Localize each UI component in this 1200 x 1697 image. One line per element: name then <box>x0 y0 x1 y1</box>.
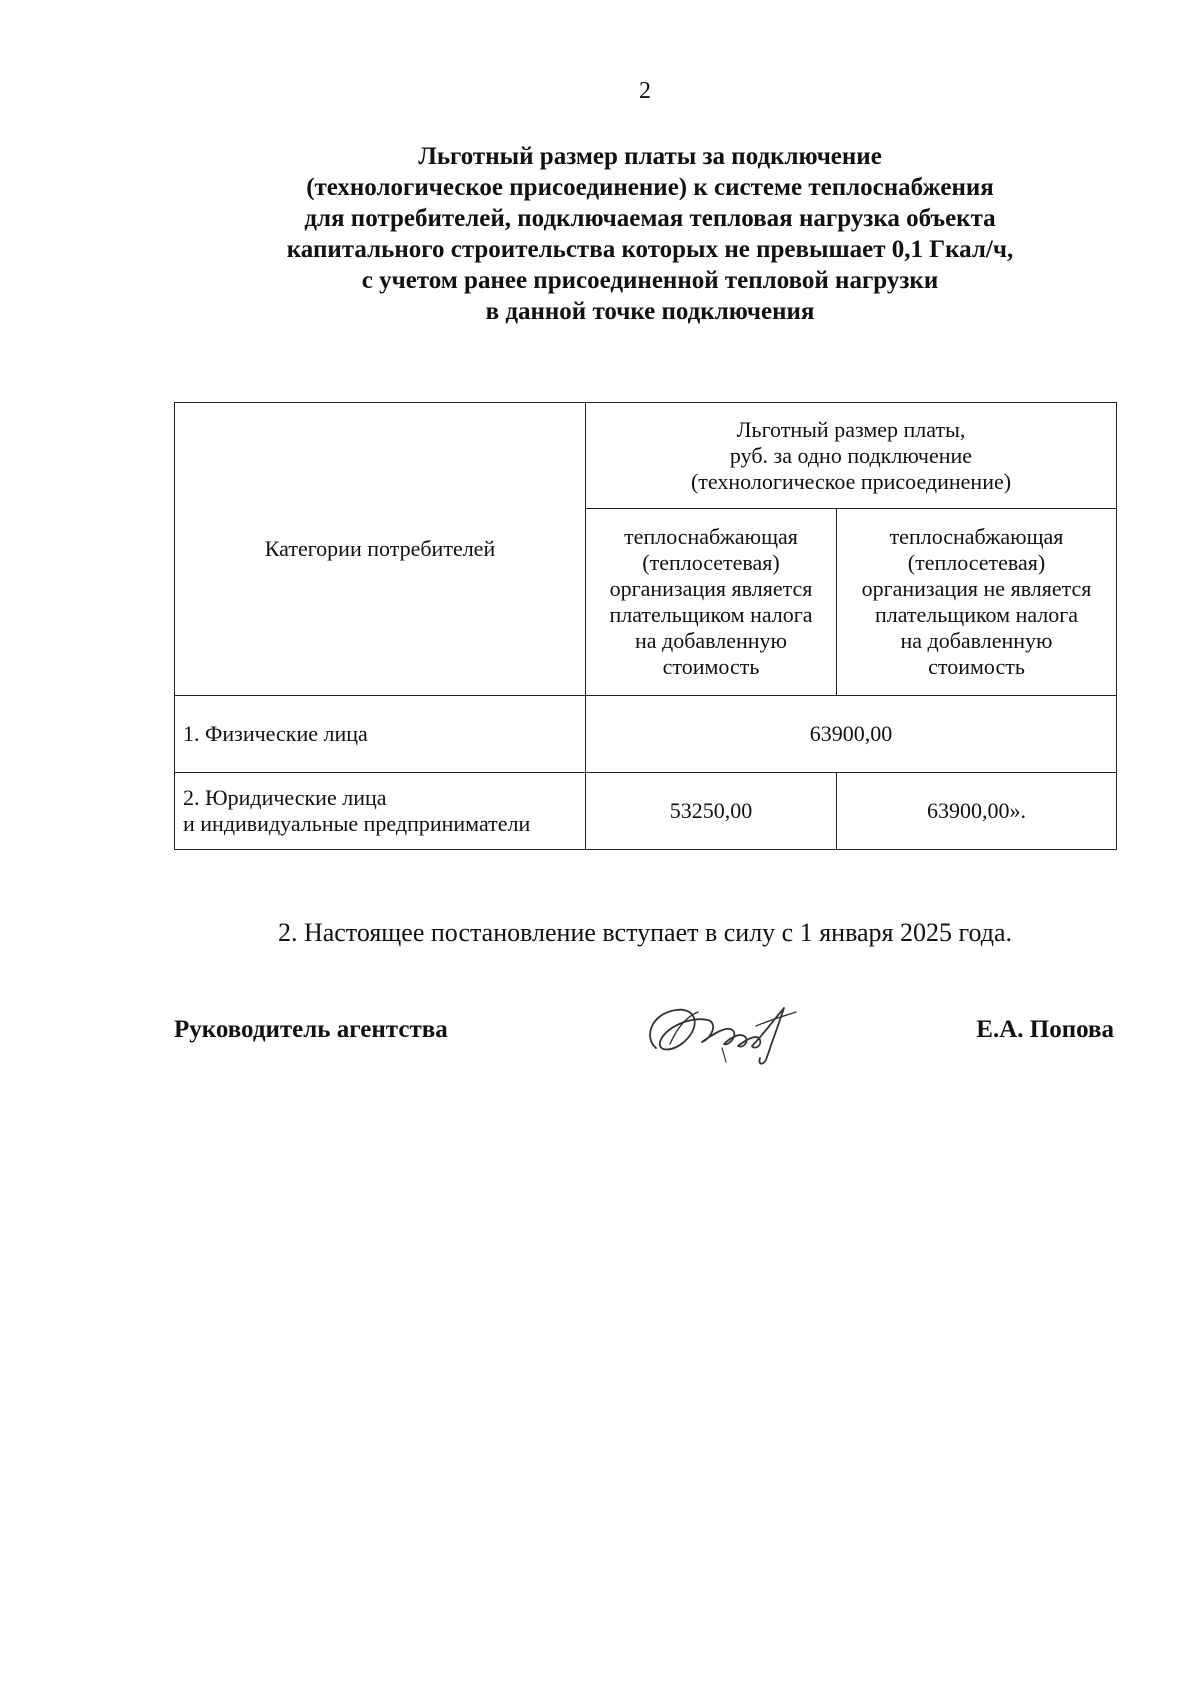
subheader-line: организация не является <box>861 576 1092 601</box>
subheader-line: теплоснабжающая <box>889 524 1064 549</box>
subheader-non-vat-payer-cell <box>837 509 1117 696</box>
subheader-line: плательщиком налога <box>609 602 813 627</box>
title-line: для потребителей, подключаемая тепловая нагрузка объекта <box>304 205 996 232</box>
signer-name: Е.А. Попова <box>976 1016 1114 1043</box>
header-category-cell <box>175 403 586 696</box>
header-fee-line: руб. за одно подключение <box>729 442 973 468</box>
header-fee-line: (технологическое присоединение) <box>690 468 1012 494</box>
subheader-line: плательщиком налога <box>874 602 1079 627</box>
table-row <box>175 773 1117 850</box>
category-cell <box>175 696 586 773</box>
subheader-vat-payer-cell <box>586 509 837 696</box>
subheader-line: теплоснабжающая <box>624 524 798 549</box>
category-label: и индивидуальные предприниматели <box>183 811 531 836</box>
category-label: 2. Юридические лица <box>183 785 387 810</box>
header-fee-line: Льготный размер платы, <box>736 416 966 442</box>
fee-value: 63900,00 <box>809 721 893 746</box>
category-label: 1. Физические лица <box>183 721 368 746</box>
subheader-line: на добавленную <box>900 628 1053 653</box>
handwritten-signature <box>638 986 808 1076</box>
subheader-line: на добавленную <box>634 628 787 653</box>
vat-payer-value-cell <box>586 773 837 850</box>
subheader-line: (теплосетевая) <box>642 550 780 575</box>
table-header-row <box>175 403 1117 509</box>
fee-value: 53250,00 <box>669 798 753 823</box>
category-cell <box>175 773 586 850</box>
title-line: Льготный размер платы за подключение <box>418 143 882 170</box>
signer-position: Руководитель агентства <box>174 1016 448 1043</box>
title-line: (технологическое присоединение) к системе теплоснабжения <box>306 174 994 201</box>
non-vat-payer-value-cell <box>837 773 1117 850</box>
document-title <box>200 141 1100 327</box>
header-category-label: Категории потребителей <box>264 536 496 561</box>
subheader-line: организация является <box>609 576 813 601</box>
subheader-line: стоимость <box>928 654 1025 679</box>
effective-date-clause: 2. Настоящее постановление вступает в силу с 1 января 2025 года. <box>277 918 1013 947</box>
title-line: в данной точке подключения <box>485 298 815 325</box>
header-fee-cell <box>586 403 1117 509</box>
subheader-line: стоимость <box>662 654 760 679</box>
title-line: с учетом ранее присоединенной тепловой нагрузки <box>361 267 939 294</box>
merged-value-cell <box>586 696 1117 773</box>
page-number: 2 <box>639 78 651 104</box>
table-row <box>175 696 1117 773</box>
title-line: капитального строительства которых не превышает 0,1 Гкал/ч, <box>286 236 1014 263</box>
fee-table <box>174 402 1117 850</box>
subheader-line: (теплосетевая) <box>907 550 1046 575</box>
fee-value: 63900,00». <box>927 798 1026 823</box>
